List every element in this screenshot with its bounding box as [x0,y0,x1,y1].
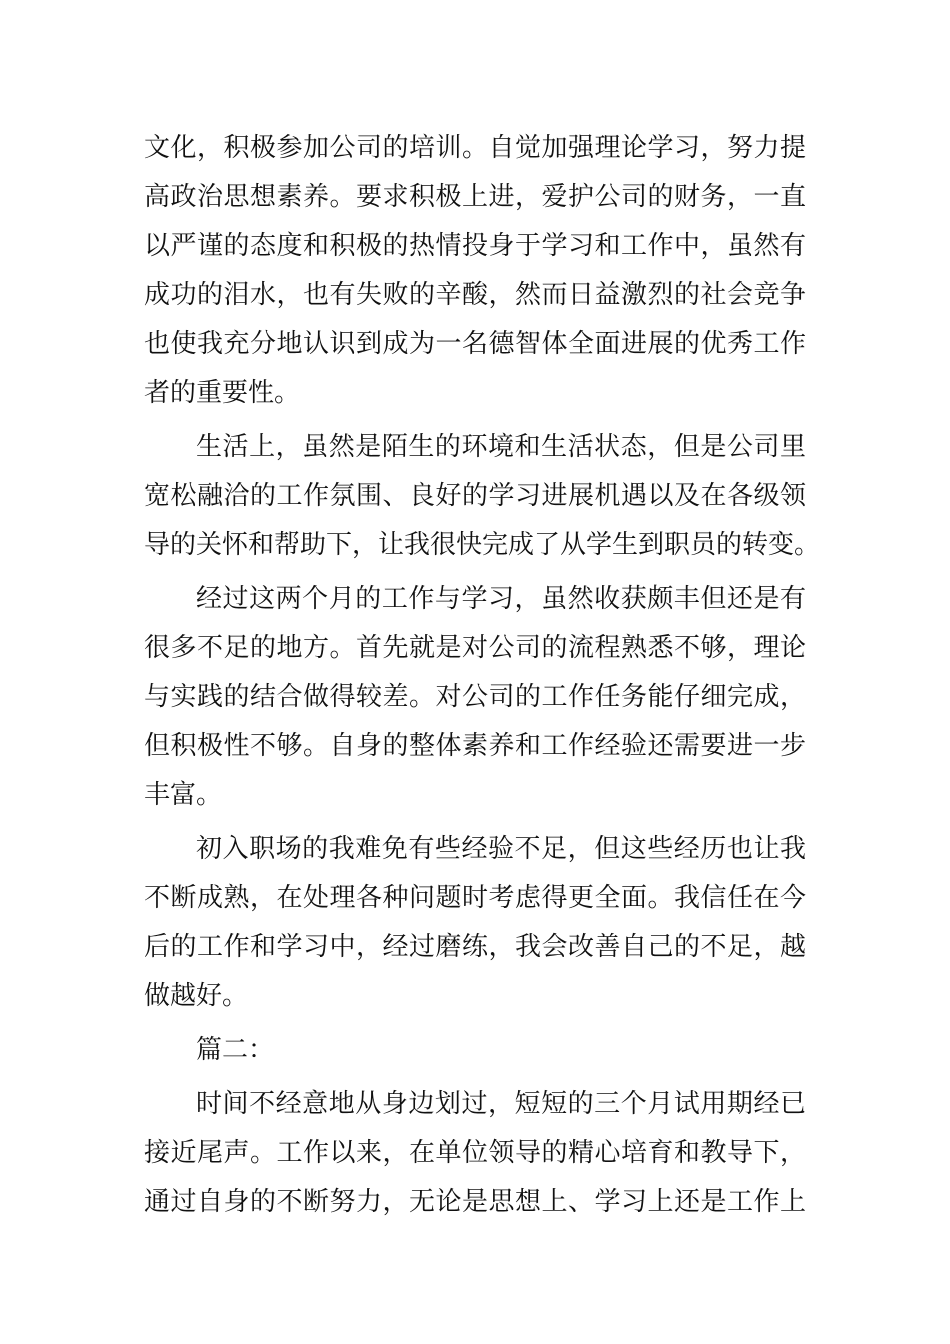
text-line: 经过这两个月的工作与学习，虽然收获颇丰但还是有 [196,584,806,614]
text-line: 生活上，虽然是陌生的环境和生活状态，但是公司里 [196,432,806,462]
paragraph-4 [144,825,806,1021]
text-line: 接近尾声。工作以来，在单位领导的精心培育和教导下， [144,1138,806,1168]
text-line: 丰富。 [144,780,223,810]
section-heading [144,1026,806,1075]
text-line: 成功的泪水，也有失败的辛酸，然而日益激烈的社会竞争 [144,280,806,310]
text-line: 宽松融洽的工作氛围、良好的学习进展机遇以及在各级领 [144,481,806,511]
document-body [144,124,821,1227]
paragraph-5 [144,1080,806,1227]
text-line: 文化，积极参加公司的培训。自觉加强理论学习，努力提 [144,133,806,163]
text-line: 很多不足的地方。首先就是对公司的流程熟悉不够，理论 [144,633,806,663]
text-line: 时间不经意地从身边划过，短短的三个月试用期经已 [196,1089,806,1119]
text-line: 也使我充分地认识到成为一名德智体全面进展的优秀工作 [144,329,806,359]
text-line: 与实践的结合做得较差。对公司的工作任务能仔细完成， [144,682,806,712]
text-line: 者的重要性。 [144,378,301,408]
paragraph-3 [144,575,806,820]
text-line: 不断成熟，在处理各种问题时考虑得更全面。我信任在今 [144,883,806,913]
text-line: 做越好。 [144,981,249,1011]
text-line: 通过自身的不断努力，无论是思想上、学习上还是工作上 [144,1187,806,1217]
paragraph-2 [144,423,821,570]
paragraph-1 [144,124,806,418]
section-title: 篇二： [196,1035,275,1065]
text-line: 导的关怀和帮助下，让我很快完成了从学生到职员的转变。 [144,530,821,560]
text-line: 后的工作和学习中，经过磨练，我会改善自己的不足，越 [144,932,806,962]
text-line: 初入职场的我难免有些经验不足，但这些经历也让我 [196,834,806,864]
text-line: 以严谨的态度和积极的热情投身于学习和工作中，虽然有 [144,231,806,261]
text-line: 高政治思想素养。要求积极上进，爱护公司的财务，一直 [144,182,806,212]
text-line: 但积极性不够。自身的整体素养和工作经验还需要进一步 [144,731,806,761]
